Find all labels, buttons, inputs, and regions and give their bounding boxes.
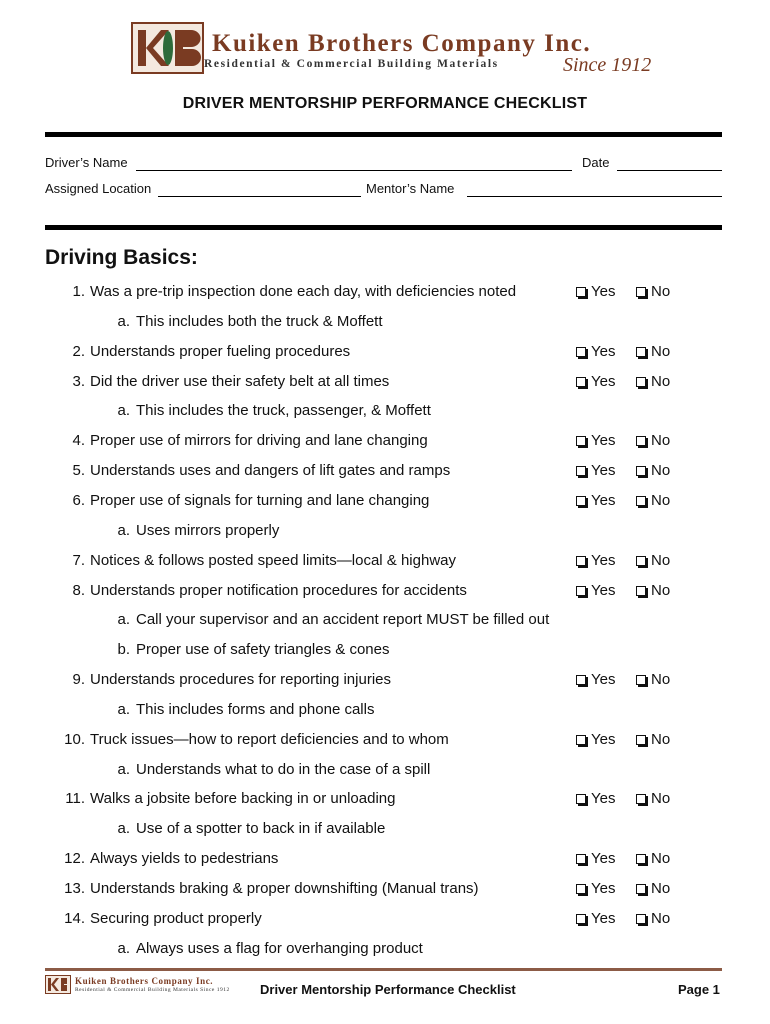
yes-option[interactable] [576, 582, 615, 599]
no-label: No [651, 432, 671, 449]
kb-monogram-icon [135, 26, 201, 70]
checkbox-icon[interactable] [576, 914, 586, 924]
no-label: No [651, 790, 671, 807]
item-number: 9. [72, 671, 85, 688]
yes-label: Yes [591, 492, 616, 509]
item-number: 2. [72, 343, 85, 360]
checkbox-icon[interactable] [576, 884, 586, 894]
item-number: a. [117, 820, 130, 837]
yes-label: Yes [591, 582, 616, 599]
assigned-location-field[interactable] [158, 196, 361, 197]
no-label: No [651, 373, 671, 390]
yes-label: Yes [591, 343, 616, 360]
item-text: Truck issues—how to report deficiencies and to whom [90, 731, 449, 748]
item-number: 5. [72, 462, 85, 479]
checkbox-icon[interactable] [576, 287, 586, 297]
item-text: Was a pre-trip inspection done each day, with deficiencies noted [90, 283, 517, 300]
footer-rule [45, 968, 722, 971]
item-number: 14. [64, 910, 85, 927]
checkbox-icon[interactable] [636, 436, 646, 446]
checkbox-icon[interactable] [636, 675, 646, 685]
item-number: a. [117, 522, 130, 539]
item-text: Walks a jobsite before backing in or unloading [90, 790, 396, 807]
item-number: a. [117, 940, 130, 957]
checkbox-icon[interactable] [636, 794, 646, 804]
item-text: This includes both the truck & Moffett [136, 313, 383, 330]
checkbox-icon[interactable] [636, 377, 646, 387]
yes-label: Yes [591, 552, 616, 569]
item-text: Understands what to do in the case of a spill [136, 761, 431, 778]
no-label: No [651, 880, 671, 897]
item-text: Understands proper notification procedures for accidents [90, 582, 467, 599]
item-text: Understands braking & proper downshifting (Manual trans) [90, 880, 479, 897]
yes-label: Yes [591, 850, 616, 867]
driver-name-label: Driver’s Name [45, 155, 128, 170]
yes-option[interactable] [576, 343, 615, 360]
yes-option[interactable] [576, 492, 615, 509]
item-text: Proper use of mirrors for driving and lane changing [90, 432, 428, 449]
yes-label: Yes [591, 731, 616, 748]
checkbox-icon[interactable] [576, 854, 586, 864]
no-option[interactable] [636, 343, 670, 360]
company-since: Since 1912 [563, 54, 652, 76]
item-text: Proper use of safety triangles & cones [136, 641, 390, 658]
item-text: Proper use of signals for turning and lane changing [90, 492, 430, 509]
item-text: Call your supervisor and an accident report MUST be filled out [136, 611, 550, 628]
checkbox-icon[interactable] [576, 466, 586, 476]
no-option[interactable] [636, 462, 670, 479]
yes-option[interactable] [576, 850, 615, 867]
no-option[interactable] [636, 910, 670, 927]
document-title: DRIVER MENTORSHIP PERFORMANCE CHECKLIST [182, 95, 588, 112]
no-option[interactable] [636, 373, 670, 390]
checkbox-icon[interactable] [576, 735, 586, 745]
no-label: No [651, 582, 671, 599]
item-text: Did the driver use their safety belt at all times [90, 373, 390, 390]
yes-option[interactable] [576, 552, 615, 569]
no-label: No [651, 910, 671, 927]
checkbox-icon[interactable] [576, 436, 586, 446]
checkbox-icon[interactable] [636, 854, 646, 864]
item-text: Understands uses and dangers of lift gates and ramps [90, 462, 451, 479]
item-number: a. [117, 313, 130, 330]
footer-logo-icon [45, 975, 71, 994]
item-text: Understands proper fueling procedures [90, 343, 351, 360]
section-title: Driving Basics: [45, 246, 198, 269]
yes-option[interactable] [576, 432, 615, 449]
no-option[interactable] [636, 552, 670, 569]
yes-option[interactable] [576, 671, 615, 688]
item-number: 13. [64, 880, 85, 897]
item-text: Notices & follows posted speed limits—local & highway [90, 552, 456, 569]
no-option[interactable] [636, 492, 670, 509]
footer-company-name: Kuiken Brothers Company Inc. [75, 976, 214, 986]
checkbox-icon[interactable] [636, 347, 646, 357]
checkbox-icon[interactable] [576, 347, 586, 357]
yes-option[interactable] [576, 731, 615, 748]
no-label: No [651, 731, 671, 748]
yes-option[interactable] [576, 880, 615, 897]
no-label: No [651, 671, 671, 688]
item-number: 10. [64, 731, 85, 748]
date-field[interactable] [617, 170, 722, 171]
item-text: Always uses a flag for overhanging product [136, 940, 423, 957]
yes-label: Yes [591, 790, 616, 807]
driver-name-field[interactable] [136, 170, 572, 171]
yes-option[interactable] [576, 462, 615, 479]
checkbox-icon[interactable] [636, 884, 646, 894]
yes-label: Yes [591, 462, 616, 479]
no-option[interactable] [636, 790, 670, 807]
item-number: a. [117, 761, 130, 778]
yes-label: Yes [591, 432, 616, 449]
no-label: No [651, 492, 671, 509]
page-number: Page 1 [678, 982, 720, 997]
no-option[interactable] [636, 731, 670, 748]
checkbox-icon[interactable] [636, 914, 646, 924]
no-option[interactable] [636, 283, 670, 300]
mentor-name-label: Mentor’s Name [366, 181, 455, 196]
yes-option[interactable] [576, 283, 615, 300]
item-text: Securing product properly [90, 910, 262, 927]
item-number: 12. [64, 850, 85, 867]
top-rule [45, 132, 722, 137]
no-option[interactable] [636, 850, 670, 867]
item-number: a. [117, 701, 130, 718]
item-text: Always yields to pedestrians [90, 850, 279, 867]
no-label: No [651, 343, 671, 360]
item-text: Uses mirrors properly [136, 522, 280, 539]
company-name: Kuiken Brothers Company Inc. [212, 30, 592, 57]
no-option[interactable] [636, 880, 670, 897]
item-text: Use of a spotter to back in if available [136, 820, 386, 837]
date-label: Date [582, 155, 610, 170]
checkbox-icon[interactable] [576, 794, 586, 804]
no-label: No [651, 283, 671, 300]
item-number: b. [117, 641, 130, 658]
item-text: This includes forms and phone calls [136, 701, 375, 718]
item-text: Understands procedures for reporting injuries [90, 671, 391, 688]
checkbox-icon[interactable] [576, 496, 586, 506]
company-tagline: Residential & Commercial Building Materials [204, 58, 499, 70]
checkbox-icon[interactable] [636, 496, 646, 506]
checkbox-icon[interactable] [576, 556, 586, 566]
company-logo [131, 22, 204, 74]
mentor-name-field[interactable] [467, 196, 722, 197]
no-option[interactable] [636, 432, 670, 449]
item-number: 4. [72, 432, 85, 449]
item-text: This includes the truck, passenger, & Moffett [136, 402, 431, 419]
item-number: 1. [72, 283, 85, 300]
item-number: 3. [72, 373, 85, 390]
no-label: No [651, 850, 671, 867]
yes-label: Yes [591, 283, 616, 300]
item-number: 6. [72, 492, 85, 509]
yes-label: Yes [591, 671, 616, 688]
item-number: 11. [65, 790, 85, 807]
item-number: 7. [72, 552, 85, 569]
fields-rule [45, 225, 722, 230]
no-option[interactable] [636, 671, 670, 688]
item-number: 8. [72, 582, 85, 599]
footer-title: Driver Mentorship Performance Checklist [260, 982, 516, 997]
checkbox-icon[interactable] [576, 675, 586, 685]
yes-option[interactable] [576, 790, 615, 807]
footer-company-tagline: Residential & Commercial Building Materials Since 1912 [75, 987, 230, 993]
checkbox-icon[interactable] [576, 586, 586, 596]
checkbox-icon[interactable] [636, 556, 646, 566]
no-option[interactable] [636, 582, 670, 599]
yes-label: Yes [591, 910, 616, 927]
checkbox-icon[interactable] [636, 735, 646, 745]
yes-label: Yes [591, 880, 616, 897]
checkbox-icon[interactable] [636, 466, 646, 476]
yes-option[interactable] [576, 910, 615, 927]
item-number: a. [117, 402, 130, 419]
checkbox-icon[interactable] [576, 377, 586, 387]
yes-option[interactable] [576, 373, 615, 390]
checkbox-icon[interactable] [636, 287, 646, 297]
item-number: a. [117, 611, 130, 628]
no-label: No [651, 552, 671, 569]
checkbox-icon[interactable] [636, 586, 646, 596]
assigned-location-label: Assigned Location [45, 181, 152, 196]
yes-label: Yes [591, 373, 616, 390]
no-label: No [651, 462, 671, 479]
